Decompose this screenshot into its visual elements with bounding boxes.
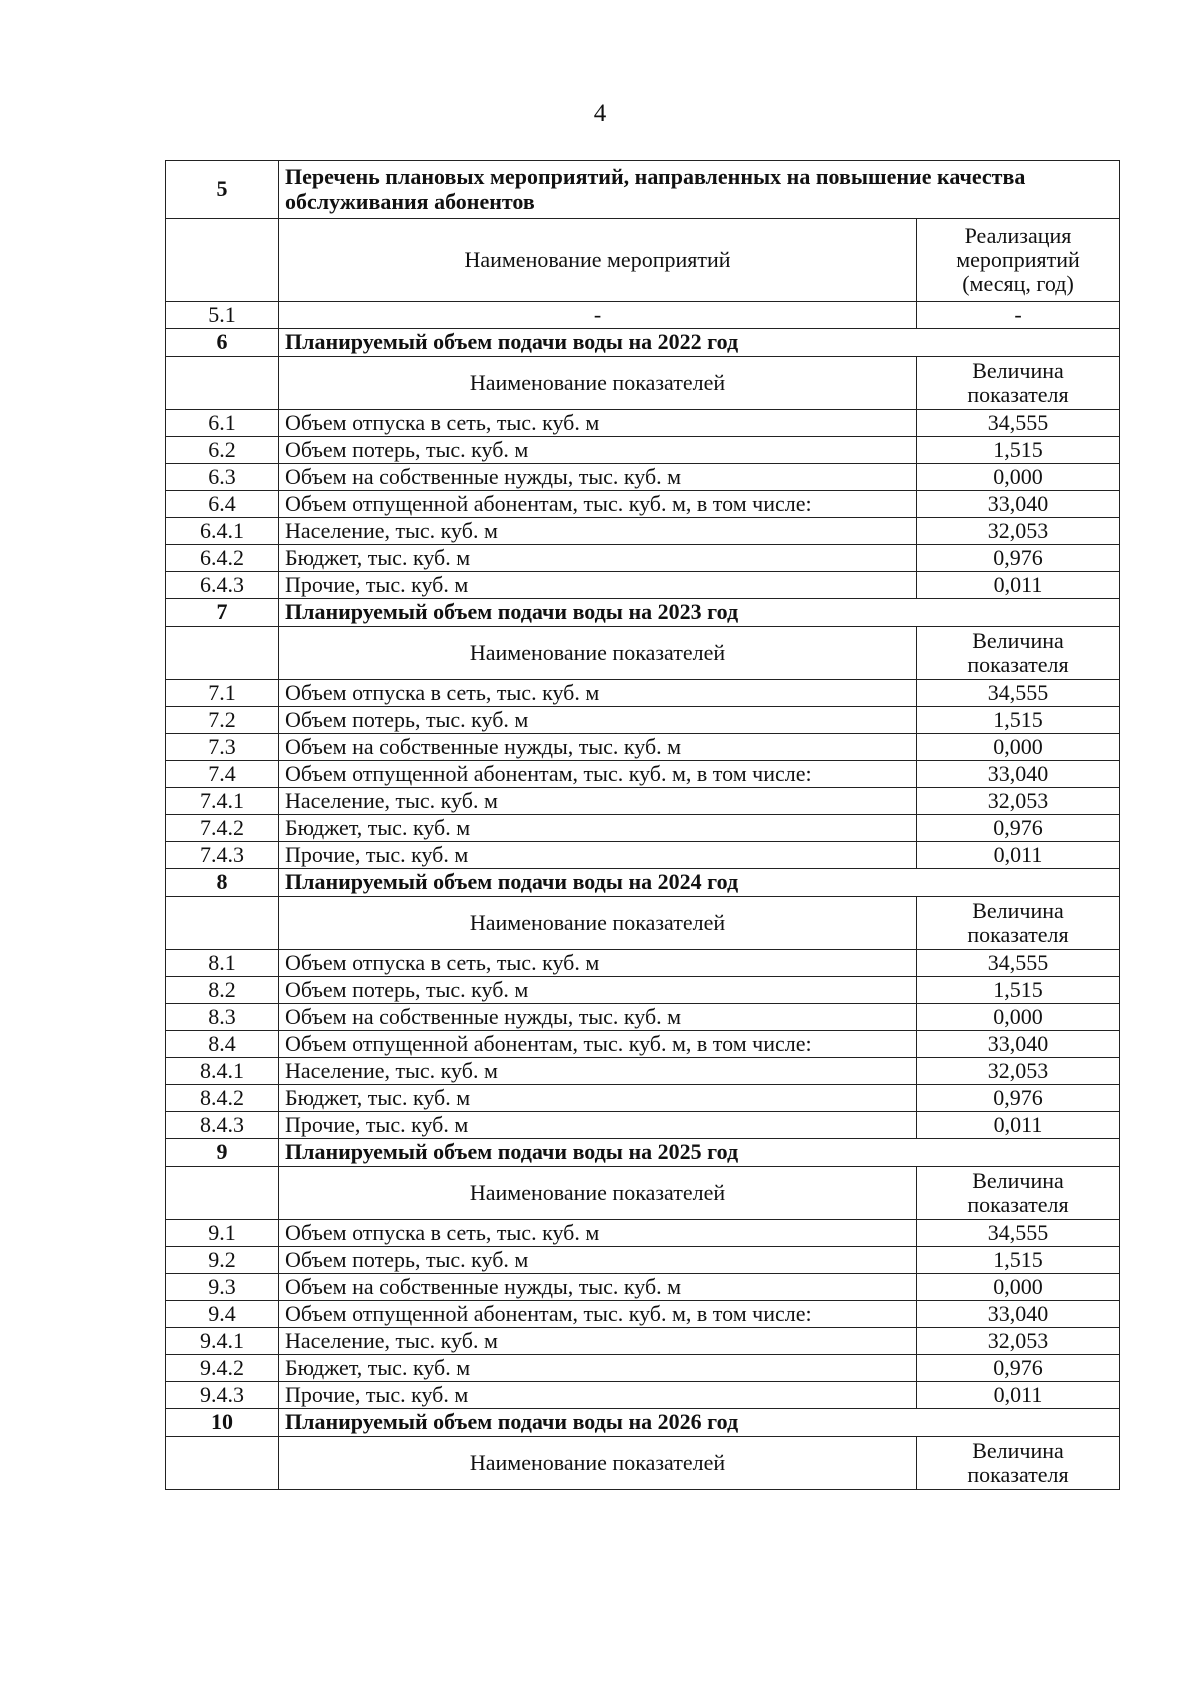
row-name: Объем потерь, тыс. куб. м (279, 437, 917, 464)
row-name: Объем отпущенной абонентам, тыс. куб. м, в том числе: (279, 1031, 917, 1058)
section-5-heading (166, 161, 1120, 219)
row-value: 33,040 (917, 1301, 1120, 1328)
table-row (166, 950, 1120, 977)
row-value: 0,000 (917, 1004, 1120, 1031)
section-8-heading (166, 869, 1120, 897)
row-number: 7.4.1 (166, 788, 279, 815)
section-number: 7 (166, 599, 279, 627)
row-value: - (917, 302, 1120, 329)
table-row (166, 842, 1120, 869)
row-name: Бюджет, тыс. куб. м (279, 545, 917, 572)
row-name: Объем на собственные нужды, тыс. куб. м (279, 464, 917, 491)
row-name: Прочие, тыс. куб. м (279, 572, 917, 599)
row-number: 7.4.2 (166, 815, 279, 842)
table-row (166, 1274, 1120, 1301)
plan-table (165, 160, 1120, 1490)
row-value: 32,053 (917, 1058, 1120, 1085)
row-number: 8.2 (166, 977, 279, 1004)
row-number: 8.4.2 (166, 1085, 279, 1112)
row-name: Население, тыс. куб. м (279, 788, 917, 815)
section-5-column-header (166, 219, 1120, 302)
table-row (166, 788, 1120, 815)
section-title: Планируемый объем подачи воды на 2025 год (279, 1139, 1120, 1167)
section-number: 8 (166, 869, 279, 897)
table-row (166, 1247, 1120, 1274)
column-value-header: Величина показателя (917, 627, 1120, 680)
row-name: Бюджет, тыс. куб. м (279, 1085, 917, 1112)
table-row (166, 572, 1120, 599)
row-number: 9.2 (166, 1247, 279, 1274)
row-number: 9.1 (166, 1220, 279, 1247)
row-name: Население, тыс. куб. м (279, 1058, 917, 1085)
row-number: 7.4 (166, 761, 279, 788)
row-value: 0,011 (917, 842, 1120, 869)
section-number: 5 (166, 161, 279, 219)
row-value: 32,053 (917, 788, 1120, 815)
row-number: 7.2 (166, 707, 279, 734)
table-row (166, 1301, 1120, 1328)
table-row (166, 761, 1120, 788)
row-number: 9.4.1 (166, 1328, 279, 1355)
column-name-header: Наименование показателей (279, 1437, 917, 1490)
row-value: 0,976 (917, 1355, 1120, 1382)
row-name: - (279, 302, 917, 329)
row-number: 7.3 (166, 734, 279, 761)
row-value: 32,053 (917, 518, 1120, 545)
column-value-header: Величина показателя (917, 357, 1120, 410)
section-title: Планируемый объем подачи воды на 2026 год (279, 1409, 1120, 1437)
row-value: 0,976 (917, 1085, 1120, 1112)
column-name-header: Наименование показателей (279, 897, 917, 950)
section-number: 10 (166, 1409, 279, 1437)
column-name-header: Наименование показателей (279, 357, 917, 410)
row-value: 0,976 (917, 545, 1120, 572)
row-name: Бюджет, тыс. куб. м (279, 1355, 917, 1382)
row-value: 0,000 (917, 464, 1120, 491)
table-row (166, 1112, 1120, 1139)
row-number: 9.3 (166, 1274, 279, 1301)
row-value: 0,000 (917, 734, 1120, 761)
table-row (166, 464, 1120, 491)
row-number: 9.4.3 (166, 1382, 279, 1409)
row-number: 8.4 (166, 1031, 279, 1058)
section-title: Планируемый объем подачи воды на 2023 год (279, 599, 1120, 627)
row-name: Объем отпуска в сеть, тыс. куб. м (279, 410, 917, 437)
row-value: 33,040 (917, 1031, 1120, 1058)
row-value: 34,555 (917, 680, 1120, 707)
row-name: Прочие, тыс. куб. м (279, 1382, 917, 1409)
table-row (166, 491, 1120, 518)
row-value: 1,515 (917, 707, 1120, 734)
row-number: 6.3 (166, 464, 279, 491)
section-6-column-header (166, 357, 1120, 410)
row-value: 33,040 (917, 491, 1120, 518)
row-value: 32,053 (917, 1328, 1120, 1355)
row-value: 34,555 (917, 1220, 1120, 1247)
column-value-header: Реализация мероприятий (месяц, год) (917, 219, 1120, 302)
row-name: Прочие, тыс. куб. м (279, 842, 917, 869)
table-row (166, 1031, 1120, 1058)
table-row (166, 410, 1120, 437)
row-value: 0,011 (917, 1112, 1120, 1139)
section-7-column-header (166, 627, 1120, 680)
row-name: Объем отпуска в сеть, тыс. куб. м (279, 680, 917, 707)
row-name: Бюджет, тыс. куб. м (279, 815, 917, 842)
table-row (166, 680, 1120, 707)
row-value: 1,515 (917, 437, 1120, 464)
section-number: 9 (166, 1139, 279, 1167)
row-number: 6.4 (166, 491, 279, 518)
table-row (166, 734, 1120, 761)
row-value: 34,555 (917, 410, 1120, 437)
row-number: 7.1 (166, 680, 279, 707)
section-9-heading (166, 1139, 1120, 1167)
column-name-header: Наименование показателей (279, 627, 917, 680)
row-name: Население, тыс. куб. м (279, 1328, 917, 1355)
row-number: 9.4.2 (166, 1355, 279, 1382)
row-number: 6.4.1 (166, 518, 279, 545)
row-number: 6.4.3 (166, 572, 279, 599)
column-value-header: Величина показателя (917, 1167, 1120, 1220)
row-number: 8.1 (166, 950, 279, 977)
row-number: 8.4.3 (166, 1112, 279, 1139)
row-number: 8.4.1 (166, 1058, 279, 1085)
row-number: 5.1 (166, 302, 279, 329)
table-row (166, 302, 1120, 329)
row-value: 34,555 (917, 950, 1120, 977)
row-name: Объем отпущенной абонентам, тыс. куб. м, в том числе: (279, 491, 917, 518)
table-row (166, 1058, 1120, 1085)
table-row (166, 1004, 1120, 1031)
section-number: 6 (166, 329, 279, 357)
row-value: 0,976 (917, 815, 1120, 842)
table-row (166, 977, 1120, 1004)
row-name: Объем на собственные нужды, тыс. куб. м (279, 734, 917, 761)
row-name: Объем потерь, тыс. куб. м (279, 977, 917, 1004)
section-title: Планируемый объем подачи воды на 2024 год (279, 869, 1120, 897)
row-name: Объем на собственные нужды, тыс. куб. м (279, 1274, 917, 1301)
column-name-header: Наименование показателей (279, 1167, 917, 1220)
section-10-heading (166, 1409, 1120, 1437)
table-row (166, 1328, 1120, 1355)
row-name: Объем потерь, тыс. куб. м (279, 707, 917, 734)
column-value-header: Величина показателя (917, 897, 1120, 950)
row-number: 9.4 (166, 1301, 279, 1328)
row-name: Объем на собственные нужды, тыс. куб. м (279, 1004, 917, 1031)
column-value-header: Величина показателя (917, 1437, 1120, 1490)
row-name: Объем отпуска в сеть, тыс. куб. м (279, 1220, 917, 1247)
section-9-column-header (166, 1167, 1120, 1220)
row-value: 1,515 (917, 1247, 1120, 1274)
row-number: 6.1 (166, 410, 279, 437)
row-value: 0,011 (917, 572, 1120, 599)
section-7-heading (166, 599, 1120, 627)
column-name-header: Наименование мероприятий (279, 219, 917, 302)
table-row (166, 518, 1120, 545)
row-name: Объем отпущенной абонентам, тыс. куб. м, в том числе: (279, 1301, 917, 1328)
table-row (166, 1220, 1120, 1247)
table-row (166, 1382, 1120, 1409)
section-title: Планируемый объем подачи воды на 2022 год (279, 329, 1120, 357)
row-name: Прочие, тыс. куб. м (279, 1112, 917, 1139)
row-value: 0,000 (917, 1274, 1120, 1301)
section-title: Перечень плановых мероприятий, направленных на повышение качества обслуживания абонентов (279, 161, 1120, 219)
table-row (166, 815, 1120, 842)
section-8-column-header (166, 897, 1120, 950)
table-row (166, 707, 1120, 734)
row-number: 6.4.2 (166, 545, 279, 572)
row-number: 8.3 (166, 1004, 279, 1031)
table-row (166, 1085, 1120, 1112)
table-row (166, 437, 1120, 464)
row-name: Объем отпущенной абонентам, тыс. куб. м, в том числе: (279, 761, 917, 788)
table-row (166, 1355, 1120, 1382)
table-row (166, 545, 1120, 572)
row-name: Население, тыс. куб. м (279, 518, 917, 545)
page-number: 4 (593, 100, 607, 127)
section-10-column-header (166, 1437, 1120, 1490)
row-name: Объем отпуска в сеть, тыс. куб. м (279, 950, 917, 977)
row-value: 0,011 (917, 1382, 1120, 1409)
section-6-heading (166, 329, 1120, 357)
row-name: Объем потерь, тыс. куб. м (279, 1247, 917, 1274)
row-number: 7.4.3 (166, 842, 279, 869)
row-value: 33,040 (917, 761, 1120, 788)
row-number: 6.2 (166, 437, 279, 464)
row-value: 1,515 (917, 977, 1120, 1004)
